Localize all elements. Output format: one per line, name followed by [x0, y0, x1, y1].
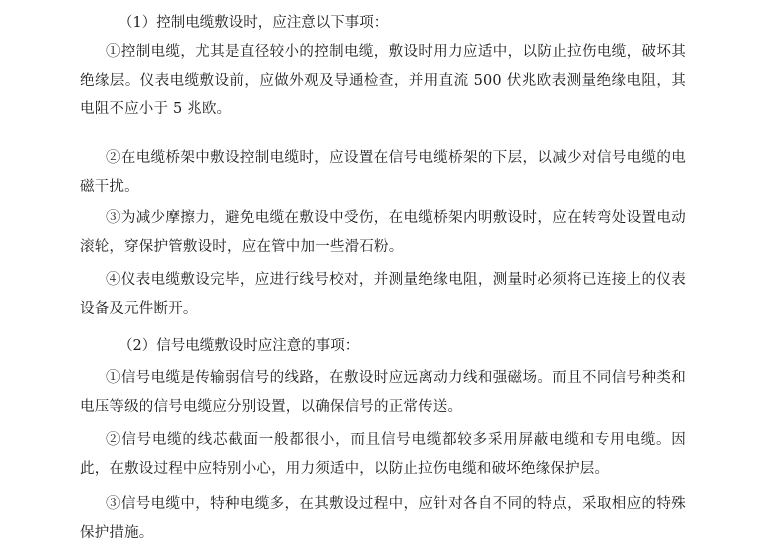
section-2-heading: （2）信号电缆敷设时应注意的事项： [118, 338, 360, 354]
section-1-item-2: ②在电缆桥架中敷设控制电缆时，应设置在信号电缆桥架的下层，以减少对信号电缆的电磁干扰。 [80, 150, 686, 195]
section-1-item-3: ③为减少摩擦力，避免电缆在敷设中受伤，在电缆桥架内明敷设时，应在转弯处设置电动滚轮，穿保护管敷设时，应在管中加一些滑石粉。 [80, 210, 686, 255]
section-1-item-4: ④仪表电缆敷设完毕，应进行线号校对，并测量绝缘电阻，测量时必须将已连接上的仪表设备及元件断开。 [80, 272, 686, 317]
section-1-heading: （1）控制电缆敷设时，应注意以下事项： [118, 15, 389, 31]
section-2-item-3: ③信号电缆中，特种电缆多，在其敷设过程中，应针对各自不同的特点，采取相应的特殊保护措施。 [80, 496, 686, 541]
section-2-item-2: ②信号电缆的线芯截面一般都很小，而且信号电缆都较多采用屏蔽电缆和专用电缆。因此，在敷设过程中应特别小心，用力须适中，以防止拉伤电缆和破坏绝缘保护层。 [80, 432, 686, 477]
section-2-item-1: ①信号电缆是传输弱信号的线路，在敷设时应远离动力线和强磁场。而且不同信号种类和电压等级的信号电缆应分别设置，以确保信号的正常传送。 [80, 370, 686, 415]
section-1-item-1: ①控制电缆，尤其是直径较小的控制电缆，敷设时用力应适中，以防止拉伤电缆，破坏其绝缘层。仪表电缆敷设前，应做外观及导通检查，并用直流 500 伏兆欧表测量绝缘电阻，其电阻不应小于 5 兆欧。 [80, 44, 686, 117]
